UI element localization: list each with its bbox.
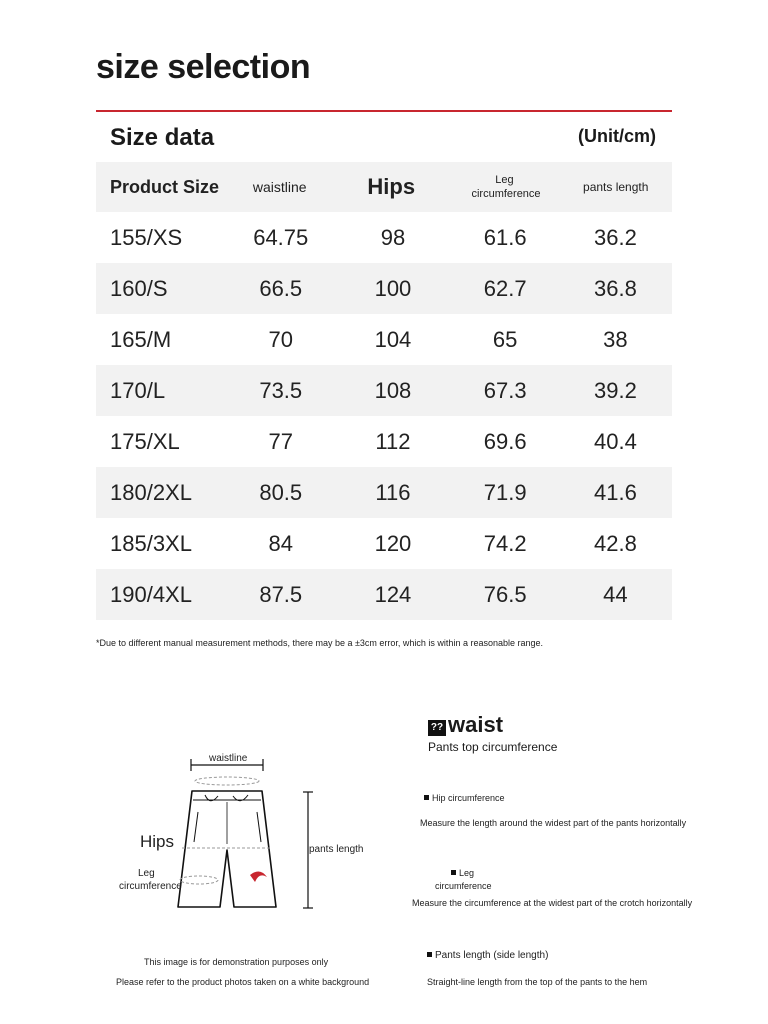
- table-cell: 61.6: [483, 224, 527, 250]
- bullet-icon: [451, 870, 456, 875]
- shorts-diagram: [110, 740, 370, 987]
- bullet-icon: [424, 795, 429, 800]
- table-cell: 84: [268, 530, 293, 556]
- bullet-icon: [427, 952, 432, 957]
- table-cell: 38: [603, 326, 628, 352]
- measurement-note: *Due to different manual measurement methods, there may be a ±3cm error, which is within a reasonable range.: [96, 638, 544, 648]
- table-cell: 77: [268, 428, 293, 454]
- legend-leg-text-1: Leg: [459, 868, 475, 878]
- unit-label: (Unit/cm): [578, 126, 656, 146]
- table-row: [96, 467, 672, 518]
- table-cell: 69.6: [483, 428, 527, 454]
- table-cell: 41.6: [593, 479, 637, 505]
- table-cell: 124: [374, 581, 412, 607]
- table-cell: 108: [374, 377, 412, 403]
- table-cell: 65: [492, 326, 518, 352]
- table-cell: 87.5: [259, 581, 303, 607]
- diagram-pants-length-label: pants length: [309, 844, 364, 855]
- table-cell: 76.5: [483, 581, 527, 607]
- table-cell: 36.2: [593, 224, 637, 250]
- title-divider: [96, 110, 672, 112]
- table-cell: 66.5: [259, 275, 303, 301]
- table-row: [96, 569, 672, 620]
- legend-waist-text: waist: [448, 712, 504, 737]
- table-cell: 116: [375, 479, 411, 505]
- header-waistline: waistline: [252, 179, 307, 195]
- legend-leg-title: [451, 868, 474, 878]
- legend-hip-text: Hip circumference: [432, 793, 505, 803]
- table-cell: 104: [374, 326, 412, 352]
- table-cell: 170/L: [110, 377, 166, 403]
- page-title: size selection: [96, 48, 311, 86]
- table-row: [96, 518, 672, 569]
- table-cell: 185/3XL: [110, 530, 192, 556]
- waist-box-icon: ??: [428, 720, 446, 736]
- table-row: [96, 365, 672, 416]
- table-cell: 73.5: [259, 377, 303, 403]
- table-cell: 67.3: [483, 377, 527, 403]
- diagram-waistline-label: waistline: [209, 753, 248, 764]
- legend-hip-title: [424, 793, 505, 803]
- demo-disclaimer-2: Please refer to the product photos taken on a white background: [116, 977, 370, 987]
- table-cell: 165/M: [110, 326, 172, 352]
- legend-waist-title: [428, 712, 503, 738]
- diagram-leg-label-1: Leg: [138, 868, 155, 879]
- table-cell: 160/S: [110, 275, 168, 301]
- table-cell: 62.7: [483, 275, 527, 301]
- legend-leg-title-2: circumference: [435, 881, 492, 891]
- table-cell: 44: [603, 581, 628, 607]
- header-leg-circumference: Leg circumference: [471, 174, 541, 200]
- table-cell: 42.8: [593, 530, 637, 556]
- table-cell: 39.2: [593, 377, 637, 403]
- table-cell: 120: [374, 530, 412, 556]
- table-cell: 74.2: [483, 530, 527, 556]
- legend-length-title: [427, 950, 548, 961]
- diagram-leg-label-2: circumference: [119, 881, 182, 892]
- table-cell: 100: [374, 275, 412, 301]
- table-row: [96, 212, 672, 263]
- header-pants-length: pants length: [583, 180, 649, 194]
- table-header-row: [96, 162, 672, 212]
- table-cell: 40.4: [593, 428, 637, 454]
- table-row: [96, 263, 672, 314]
- section-title: Size data: [110, 124, 215, 151]
- table-row: [96, 314, 672, 365]
- table-cell: 36.8: [593, 275, 637, 301]
- table-cell: 112: [375, 428, 411, 454]
- demo-disclaimer-1: This image is for demonstration purposes only: [144, 957, 329, 967]
- table-cell: 80.5: [259, 479, 303, 505]
- table-cell: 71.9: [483, 479, 527, 505]
- table-row: [96, 416, 672, 467]
- table-cell: 70: [268, 326, 293, 352]
- table-cell: 98: [380, 224, 406, 250]
- header-product-size: Product Size: [110, 176, 220, 197]
- legend-length-desc: Straight-line length from the top of the pants to the hem: [427, 977, 648, 987]
- table-cell: 180/2XL: [110, 479, 192, 505]
- legend-leg-desc: Measure the circumference at the widest part of the crotch horizontally: [412, 898, 693, 908]
- size-table: [96, 162, 672, 620]
- table-cell: 175/XL: [110, 428, 180, 454]
- diagram-hips-label: Hips: [140, 832, 175, 851]
- legend-hip-desc: Measure the length around the widest part of the pants horizontally: [420, 818, 687, 828]
- header-hips: Hips: [367, 174, 416, 199]
- table-cell: 64.75: [253, 224, 309, 250]
- table-cell: 190/4XL: [110, 581, 192, 607]
- legend-length-text: Pants length (side length): [435, 950, 549, 961]
- table-cell: 155/XS: [110, 224, 183, 250]
- legend-waist-desc: Pants top circumference: [428, 740, 558, 754]
